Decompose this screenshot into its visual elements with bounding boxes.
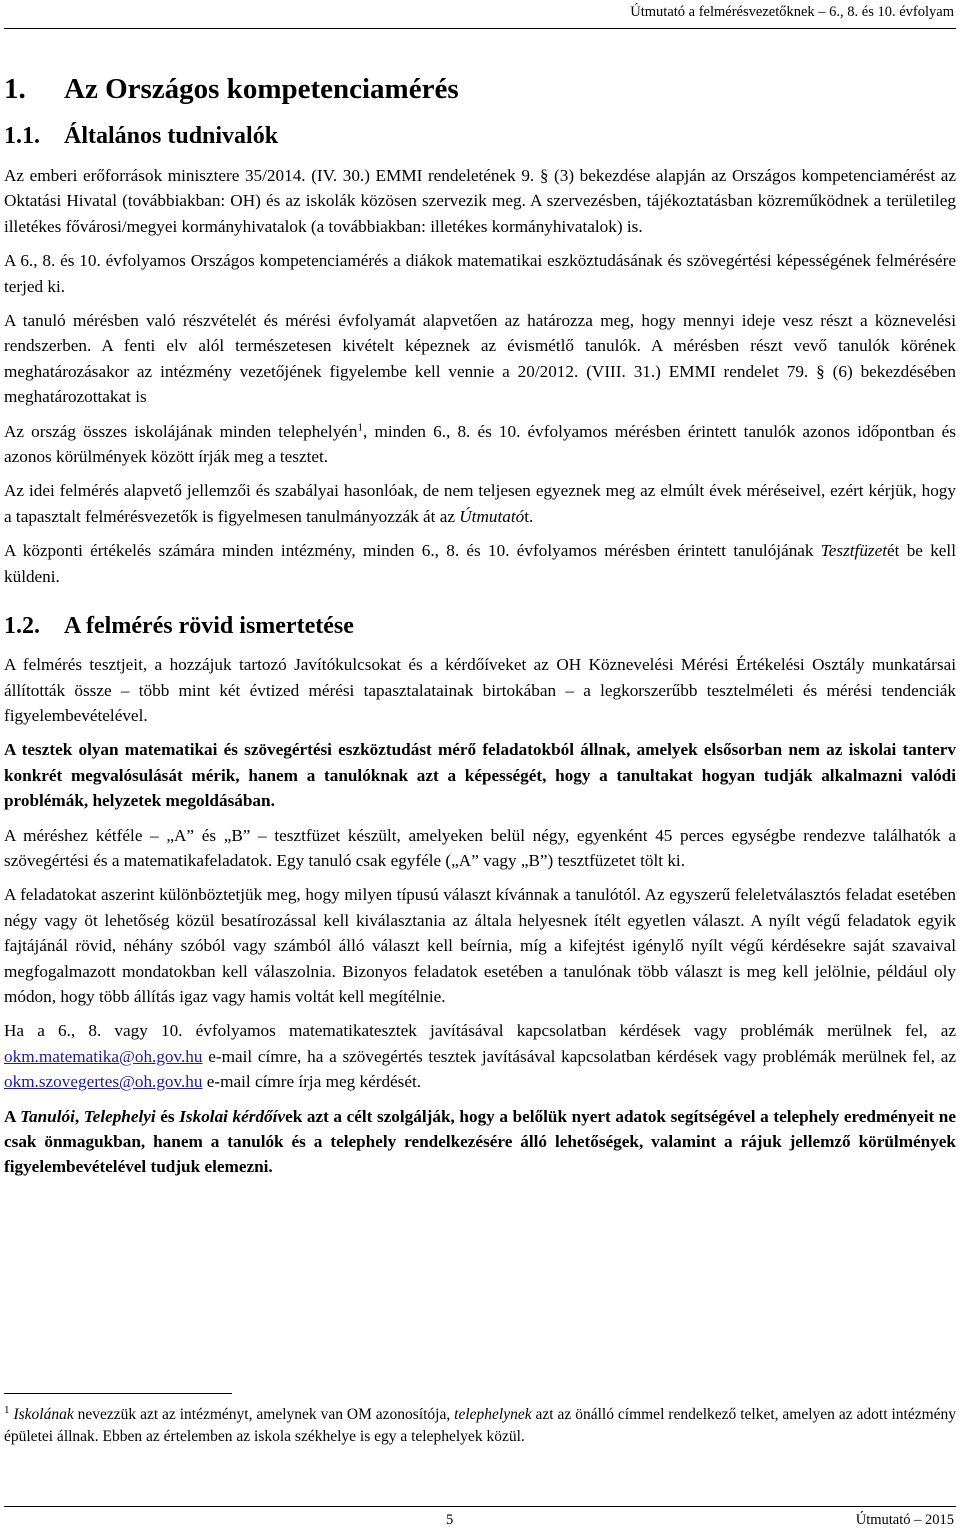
main-content xyxy=(4,60,956,1180)
section-number: 1.2. xyxy=(4,613,40,640)
paragraph-scope: A 6., 8. és 10. évfolyamos Országos kompetenciamérés a diákok matematikai eszköztudásának és szövegértési képességének felmérésére terjed ki. xyxy=(4,251,956,296)
footnote-mark: 1 xyxy=(4,1403,10,1416)
footnote-rule xyxy=(4,1393,232,1394)
paragraph-same-time: Az ország összes iskolájának minden telephelyén$^1$, minden 6., 8. és 10. évfolyamos mérésben érintett tanulók azonos időpontban és azonos körülmények között írják meg a tesztet. xyxy=(4,420,956,467)
section-number: 1.1. xyxy=(4,123,40,149)
footnote-ref[interactable]: 1 xyxy=(357,420,364,433)
email-link-matematika[interactable]: okm.matematika@oh.gov.hu xyxy=(4,1046,203,1066)
paragraph-rules: Az idei felmérés alapvető jellemzői és szabályai hasonlóak, de nem teljesen egyeznek meg az elmúlt évek méréseivel, ezért kérjük, hogy a tapasztalt felmérésvezetők is figyelmesen tanulmányozzák át az Útmutatót. xyxy=(4,481,956,526)
email-link-szovegertes[interactable]: okm.szovegertes@oh.gov.hu xyxy=(4,1072,203,1092)
page-number: 5 xyxy=(446,1512,454,1528)
footer-title: Útmutató – 2015 xyxy=(855,1512,954,1528)
paragraph-booklets: A méréshez kétféle – „A” és „B” – tesztfüzet készült, amelyeken belül négy, egyenként 45 perces egységbe rendezve találhatók a szövegértési és a matematikafeladatok. Egy tanuló csak egyféle („A” vagy „B”) tesztfüzetet tölt ki. xyxy=(4,825,956,870)
paragraph-participation: A tanuló mérésben való részvételét és mérési évfolyamát alapvetően az határozza meg, hogy mennyi ideje vesz részt a köznevelési rendszerben. A fenti elv alól természetesen kivételt képeznek az évismétlő tanulók. A mérésben részt vevő tanulók körének meghatározásakor az intézmény vezetőjének figyelembe kell vennie a 20/2012. (VIII. 31.) EMMI rendelet 79. § (6) bekezdésében meghatározottakat is xyxy=(4,311,956,407)
section-1-2-heading xyxy=(4,611,956,641)
footnote: $^1$ Iskolának nevezzük azt az intézményt, amelynek van OM azonosítója, telephelynek azt az önálló címmel rendelkező telket, amelyen az adott intézmény épületei állnak. Ebben az értelemben az iskola székhelye is egy a telephelyek közül. xyxy=(4,1403,957,1445)
paragraph-questionnaires: A Tanulói, Telephelyi és Iskolai kérdőívek azt a célt szolgálják, hogy a belőlük nyert adatok segítségével a telephely eredményeit ne csak önmagukban, hanem a tanulók és a telephely rendelkezésére álló lehetőségek, valamint a rájuk jellemző körülmények figyelembevételével tudjuk elemezni. xyxy=(4,1106,956,1177)
section-1-heading xyxy=(4,72,956,106)
paragraph-test-purpose: A tesztek olyan matematikai és szövegértési eszköztudást mérő feladatokból állnak, amelyek elsősorban nem az iskolai tanterv konkrét megvalósulását mérik, hanem a tanulóknak azt a képességét, hogy a tanultakat hogyan tudják alkalmazni valódi problémák, helyzetek megoldásában. xyxy=(4,740,956,811)
running-header: Útmutató a felmérésvezetőknek – 6., 8. és 10. évfolyam xyxy=(630,4,954,20)
paragraph-legal-basis: Az emberi erőforrások minisztere 35/2014. (IV. 30.) EMMI rendeletének 9. § (3) bekezdése alapján az Országos kompetenciamérést az Oktatási Hivatal (továbbiakban: OH) és az iskolák közösen szervezik meg. A szervezésben, tájékoztatásban közreműködnek a területileg illetékes fővárosi/megyei kormányhivatalok (a továbbiakban: illetékes kormányhivatalok) is. xyxy=(4,166,956,236)
section-title: Általános tudnivalók xyxy=(64,123,279,149)
header-rule xyxy=(4,28,956,29)
paragraph-central-evaluation: A központi értékelés számára minden intézmény, minden 6., 8. és 10. évfolyamos mérésben érintett tanulójának Tesztfüzetét be kell küldeni. xyxy=(4,541,956,586)
paragraph-task-types: A feladatokat aszerint különböztetjük meg, hogy milyen típusú választ kívánnak a tanulótól. Az egyszerű feleletválasztós feladat esetében négy vagy öt lehetőség közül besatírozással kell kiválasztania az általa helyesnek ítélt egyetlen választ. A nyílt végű feladatok egyik fajtájánál rövid, néhány szóból vagy számból álló választ kell beírnia, míg a kifejtést igénylő nyílt végű kérdésekre saját szavaival megfogalmazott mondatokban kell válaszolnia. Bizonyos feladatok esetében a tanulónak több választ is meg kell jelölnie, például oly módon, hogy több állítás igaz vagy hamis voltát kell megítélnie. xyxy=(4,885,956,1006)
paragraph-test-authors: A felmérés tesztjeit, a hozzájuk tartozó Javítókulcsokat és a kérdőíveket az OH Köznevelési Mérési Értékelési Osztály munkatársai állították össze – több mint két évtized mérési tapasztalatainak birtokában – a legkorszerűbb tesztelméleti és mérési tendenciák figyelembevételével. xyxy=(4,655,956,725)
section-1-1-heading xyxy=(4,121,956,151)
section-title: Az Országos kompetenciamérés xyxy=(64,73,459,105)
paragraph-contacts: Ha a 6., 8. vagy 10. évfolyamos matematikatesztek javításával kapcsolatban kérdések vagy problémák merülnek fel, az okm.matematika@oh.gov.hu e-mail címre, ha a szövegértés tesztek javításával kapcsolatban kérdések vagy problémák merülnek fel, az okm.szovegertes@oh.gov.hu e-mail címre írja meg kérdését. xyxy=(4,1021,956,1092)
section-title: A felmérés rövid ismertetése xyxy=(64,613,354,640)
section-number: 1. xyxy=(4,73,26,105)
footer-rule xyxy=(4,1506,956,1507)
